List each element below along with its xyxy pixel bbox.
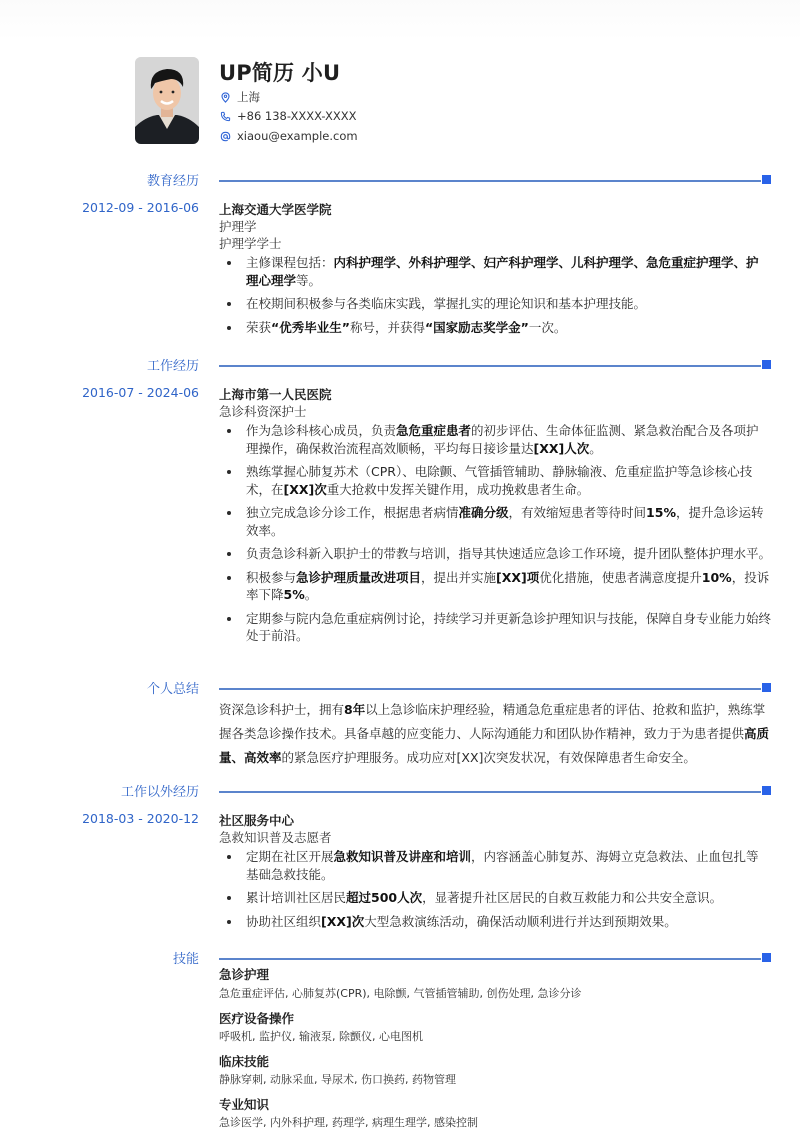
phone-icon xyxy=(219,110,231,122)
summary-text xyxy=(219,698,771,770)
section-marker-icon xyxy=(762,786,771,795)
body-text: 的初步评估、生命体征监测、紧急救治配合及各项护理操作，确保救治流程高效顺畅，平均每日接诊量达 xyxy=(246,423,759,456)
bullet-item xyxy=(219,422,771,457)
bullet-item xyxy=(219,295,771,313)
bullet-item xyxy=(219,569,771,604)
body-text: 优化措施，使患者满意度提升 xyxy=(539,569,702,585)
emphasis-text: 内科护理学、外科护理学、妇产科护理学、儿科护理学、急危重症护理学、护理心理学 xyxy=(246,255,759,288)
body-text: 主修课程包括： xyxy=(246,255,334,270)
body-text: 负责急诊科新入职护士的带教与培训，指导其快速适应急诊工作环境，提升团队整体护理水平。 xyxy=(246,546,772,561)
section-divider xyxy=(219,180,761,182)
body-text: 。 xyxy=(304,587,318,602)
section-title: 工作以外经历 xyxy=(120,785,199,800)
entry-date: 2018-03 - 2020-12 xyxy=(82,811,199,826)
emphasis-text: [XX]次 xyxy=(321,913,365,929)
emphasis-text: 10% xyxy=(701,569,732,585)
bullet-item xyxy=(219,463,771,498)
skill-group-items: 静脉穿刺, 动脉采血, 导尿术, 伤口换药, 药物管理 xyxy=(219,1073,456,1086)
contact-email xyxy=(219,129,358,143)
body-text: 以上急诊临床护理经验，精通急危重症患者的评估、抢救和监护，熟练掌握各类急诊操作技术。具备卓越的应变能力、人际沟通能力和团队协作精神，致力于为患者提供 xyxy=(219,702,766,741)
school-name: 上海交通大学医学院 xyxy=(219,202,332,217)
degree: 护理学学士 xyxy=(219,236,282,251)
body-text: 定期在社区开展 xyxy=(246,849,334,864)
emphasis-text: “优秀毕业生” xyxy=(271,319,350,335)
contact-phone xyxy=(219,109,356,123)
body-text: 荣获 xyxy=(246,319,272,335)
bullet-item xyxy=(219,319,771,337)
section-title: 工作经历 xyxy=(146,359,199,374)
emphasis-text: 准确分级 xyxy=(458,505,509,520)
bullet-item xyxy=(219,545,771,563)
at-sign-icon xyxy=(219,130,231,142)
body-text: 定期参与院内急危重症病例讨论，持续学习并更新急诊护理知识与技能，保障自身专业能力始终处于前沿。 xyxy=(246,610,772,643)
location-pin-icon xyxy=(219,91,231,103)
bullet-item xyxy=(219,504,771,539)
body-text: 熟练掌握心肺复苏术（CPR）、电除颤、气管插管辅助、静脉输液、危重症监护等急诊核心技术，在 xyxy=(246,464,753,497)
emphasis-text: 5% xyxy=(283,587,305,602)
skill-group-name: 医疗设备操作 xyxy=(219,1011,295,1026)
emphasis-text: [XX]人次 xyxy=(533,440,590,456)
body-text: 累计培训社区居民 xyxy=(246,890,347,905)
emphasis-text: 高质量、高效率 xyxy=(219,726,770,765)
organization-name: 社区服务中心 xyxy=(219,813,295,828)
emphasis-text: 急救知识普及讲座和培训 xyxy=(333,849,472,864)
contact-location xyxy=(219,89,260,105)
emphasis-text: 8年 xyxy=(344,702,366,717)
work-bullets xyxy=(219,422,771,651)
emphasis-text: 超过500人次 xyxy=(346,890,423,905)
skill-group-items: 呼吸机, 监护仪, 输液泵, 除颤仪, 心电图机 xyxy=(219,1030,423,1043)
phone-text[interactable]: +86 138-XXXX-XXXX xyxy=(237,109,357,123)
volunteer-role: 急救知识普及志愿者 xyxy=(219,830,332,845)
major: 护理学 xyxy=(219,219,257,234)
body-text: 作为急诊科核心成员，负责 xyxy=(246,423,397,438)
email-link[interactable]: xiaou@example.com xyxy=(237,129,358,143)
body-text: ，内容涵盖心肺复苏、海姆立克急救法、止血包扎等基础急救技能。 xyxy=(246,849,759,882)
candidate-name: UP简历 小U xyxy=(219,61,341,85)
emphasis-text: [XX]次 xyxy=(283,481,327,497)
body-text: 重大抢救中发挥关键作用，成功挽救患者生命。 xyxy=(326,481,590,497)
emphasis-text: [XX]项 xyxy=(496,569,540,585)
education-bullets xyxy=(219,254,771,342)
body-text: 的紧急医疗护理服务。成功应对[XX]次突发状况，有效保障患者生命安全。 xyxy=(281,750,696,765)
body-text: 独立完成急诊分诊工作，根据患者病情 xyxy=(246,505,459,520)
body-text: 积极参与 xyxy=(246,569,297,585)
emphasis-text: 15% xyxy=(646,505,676,520)
skill-group-name: 临床技能 xyxy=(219,1054,270,1069)
skill-group-name: 急诊护理 xyxy=(219,967,270,982)
body-text: 称号，并获得 xyxy=(349,319,425,335)
bullet-item xyxy=(219,913,771,931)
bullet-item xyxy=(219,889,771,907)
section-divider xyxy=(219,958,761,960)
page-background xyxy=(0,0,800,40)
body-text: 大型急救演练活动，确保活动顺利进行并达到预期效果。 xyxy=(364,913,677,929)
entry-date: 2012-09 - 2016-06 xyxy=(82,200,199,215)
skill-group-name: 专业知识 xyxy=(219,1097,270,1112)
bullet-item xyxy=(219,254,771,289)
profile-photo-icon xyxy=(135,57,199,144)
body-text: 资深急诊科护士，拥有 xyxy=(219,702,345,717)
resume-header xyxy=(135,57,735,147)
body-text: 在校期间积极参与各类临床实践，掌握扎实的理论知识和基本护理技能。 xyxy=(246,296,647,311)
company-name: 上海市第一人民医院 xyxy=(219,387,332,402)
section-divider xyxy=(219,688,761,690)
emphasis-text: 急危重症患者 xyxy=(396,423,472,438)
section-marker-icon xyxy=(762,175,771,184)
body-text: 协助社区组织 xyxy=(246,913,322,929)
bullet-item xyxy=(219,848,771,883)
skill-group-items: 急诊医学, 内外科护理, 药理学, 病理生理学, 感染控制 xyxy=(219,1116,478,1129)
section-title: 技能 xyxy=(172,952,199,967)
avatar xyxy=(135,57,199,144)
body-text: 一次。 xyxy=(528,319,567,335)
job-title: 急诊科资深护士 xyxy=(219,404,307,419)
body-text: ，投诉率下降 xyxy=(246,569,770,602)
section-marker-icon xyxy=(762,683,771,692)
emphasis-text: “国家励志奖学金” xyxy=(424,319,529,335)
section-title: 教育经历 xyxy=(146,174,199,189)
section-divider xyxy=(219,365,761,367)
body-text: 等。 xyxy=(296,272,322,288)
location-text: 上海 xyxy=(237,90,260,104)
section-title: 个人总结 xyxy=(146,682,199,697)
volunteer-bullets xyxy=(219,848,771,936)
section-marker-icon xyxy=(762,953,771,962)
emphasis-text: 急诊护理质量改进项目 xyxy=(296,569,422,585)
body-text: ，提升急诊运转效率。 xyxy=(246,505,764,538)
body-text: ，显著提升社区居民的自救互救能力和公共安全意识。 xyxy=(422,890,723,905)
body-text: ，有效缩短患者等待时间 xyxy=(508,505,647,520)
skill-group-items: 急危重症评估, 心肺复苏(CPR), 电除颤, 气管插管辅助, 创伤处理, 急诊分诊 xyxy=(219,987,582,1000)
section-marker-icon xyxy=(762,360,771,369)
body-text: 。 xyxy=(589,440,602,456)
section-divider xyxy=(219,791,761,793)
entry-date: 2016-07 - 2024-06 xyxy=(82,385,199,400)
bullet-item xyxy=(219,610,771,645)
body-text: ，提出并实施 xyxy=(421,569,497,585)
